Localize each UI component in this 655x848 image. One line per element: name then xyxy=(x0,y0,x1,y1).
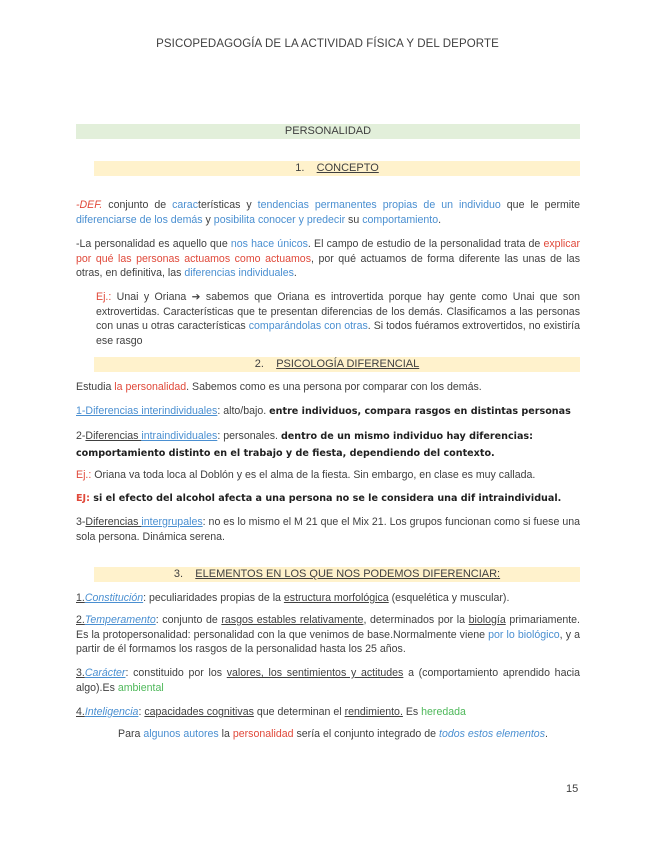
definition-paragraph: -DEF. conjunto de características y tendencias permanentes propias de un individuo que le permite diferenciarse de los demás y posibilita conocer y predecir su comportamiento. xyxy=(76,199,580,226)
section-label: ELEMENTOS EN LOS QUE NOS PODEMOS DIFERENCIAR: xyxy=(195,568,501,580)
interindividual-paragraph: 1-Diferencias interindividuales: alto/bajo. entre individuos, compara rasgos en distintas personas xyxy=(76,405,571,417)
example-paragraph-2: Ej.: Oriana va toda loca al Doblón y es el alma de la fiesta. Sin embargo, en clase es muy callada. xyxy=(76,469,536,481)
example-paragraph-3: EJ: si el efecto del alcohol afecta a una persona no se le considera una dif intraindividual. xyxy=(76,493,562,504)
intraindividual-paragraph: 2-Diferencias intraindividuales: personales. dentro de un mismo individuo hay diferencias: comportamiento distinto en el trabajo y de fiesta, dependiendo del contexto. xyxy=(76,430,533,459)
running-header: PSICOPEDAGOGÍA DE LA ACTIVIDAD FÍSICA Y DEL DEPORTE xyxy=(156,38,499,50)
section-2-heading xyxy=(94,357,580,372)
element-inteligencia: 4.Inteligencia: capacidades cognitivas que determinan el rendimiento. Es heredada xyxy=(76,706,466,718)
element-caracter: 3.Carácter: constituido por los valores, los sentimientos y actitudes a (comportamiento aprendido hacia algo).Es ambiental xyxy=(76,667,580,694)
section-number: 3. xyxy=(173,568,184,580)
section-3-heading xyxy=(94,567,580,582)
personality-paragraph: -La personalidad es aquello que nos hace únicos. El campo de estudio de la personalidad trata de explicar por qué las personas actuamos como actuamos, por qué actuamos de forma diferente las unas de las otras, en definitiva, las diferencias individuales. xyxy=(76,238,580,280)
title-band xyxy=(76,124,580,139)
page-number: 15 xyxy=(566,783,579,795)
section-number: 2. xyxy=(254,358,264,370)
section-1-heading xyxy=(94,161,580,176)
section-label: PSICOLOGÍA DIFERENCIAL xyxy=(276,358,420,370)
element-constitucion: 1.Constitución: peculiaridades propias de la estructura morfológica (esquelética y muscular). xyxy=(76,592,510,604)
section-label: CONCEPTO xyxy=(316,162,379,174)
section-number: 1. xyxy=(295,162,305,174)
estudia-paragraph: Estudia la personalidad. Sabemos como es una persona por comparar con los demás. xyxy=(76,381,482,393)
page-title: PERSONALIDAD xyxy=(284,125,372,137)
element-temperamento: 2.Temperamento: conjunto de rasgos estables relativamente, determinados por la biología primariamente. Es la protopersonalidad: personalidad con la que venimos de base.Normalmente viene por lo biológico, y a partir de él formamos los rasgos de la personalidad hasta los 25 años. xyxy=(76,614,581,656)
intergroup-paragraph: 3-Diferencias intergrupales: no es lo mismo el M 21 que el Mix 21. Los grupos funcionan como si fuese una sola persona. Dinámica serena. xyxy=(76,516,580,543)
final-paragraph: Para algunos autores la personalidad sería el conjunto integrado de todos estos elementos. xyxy=(118,728,548,740)
example-paragraph-1: Ej.: Unai y Oriana ➔ sabemos que Oriana es introvertida porque hay gente como Unai que son extrovertidas. Características que te presentan diferencias de los demás. Clasificamos a las personas con unas u otras características comparándolas con otras. Si todos fuéramos extrovertidos, no existiría ese rasgo xyxy=(96,291,580,347)
